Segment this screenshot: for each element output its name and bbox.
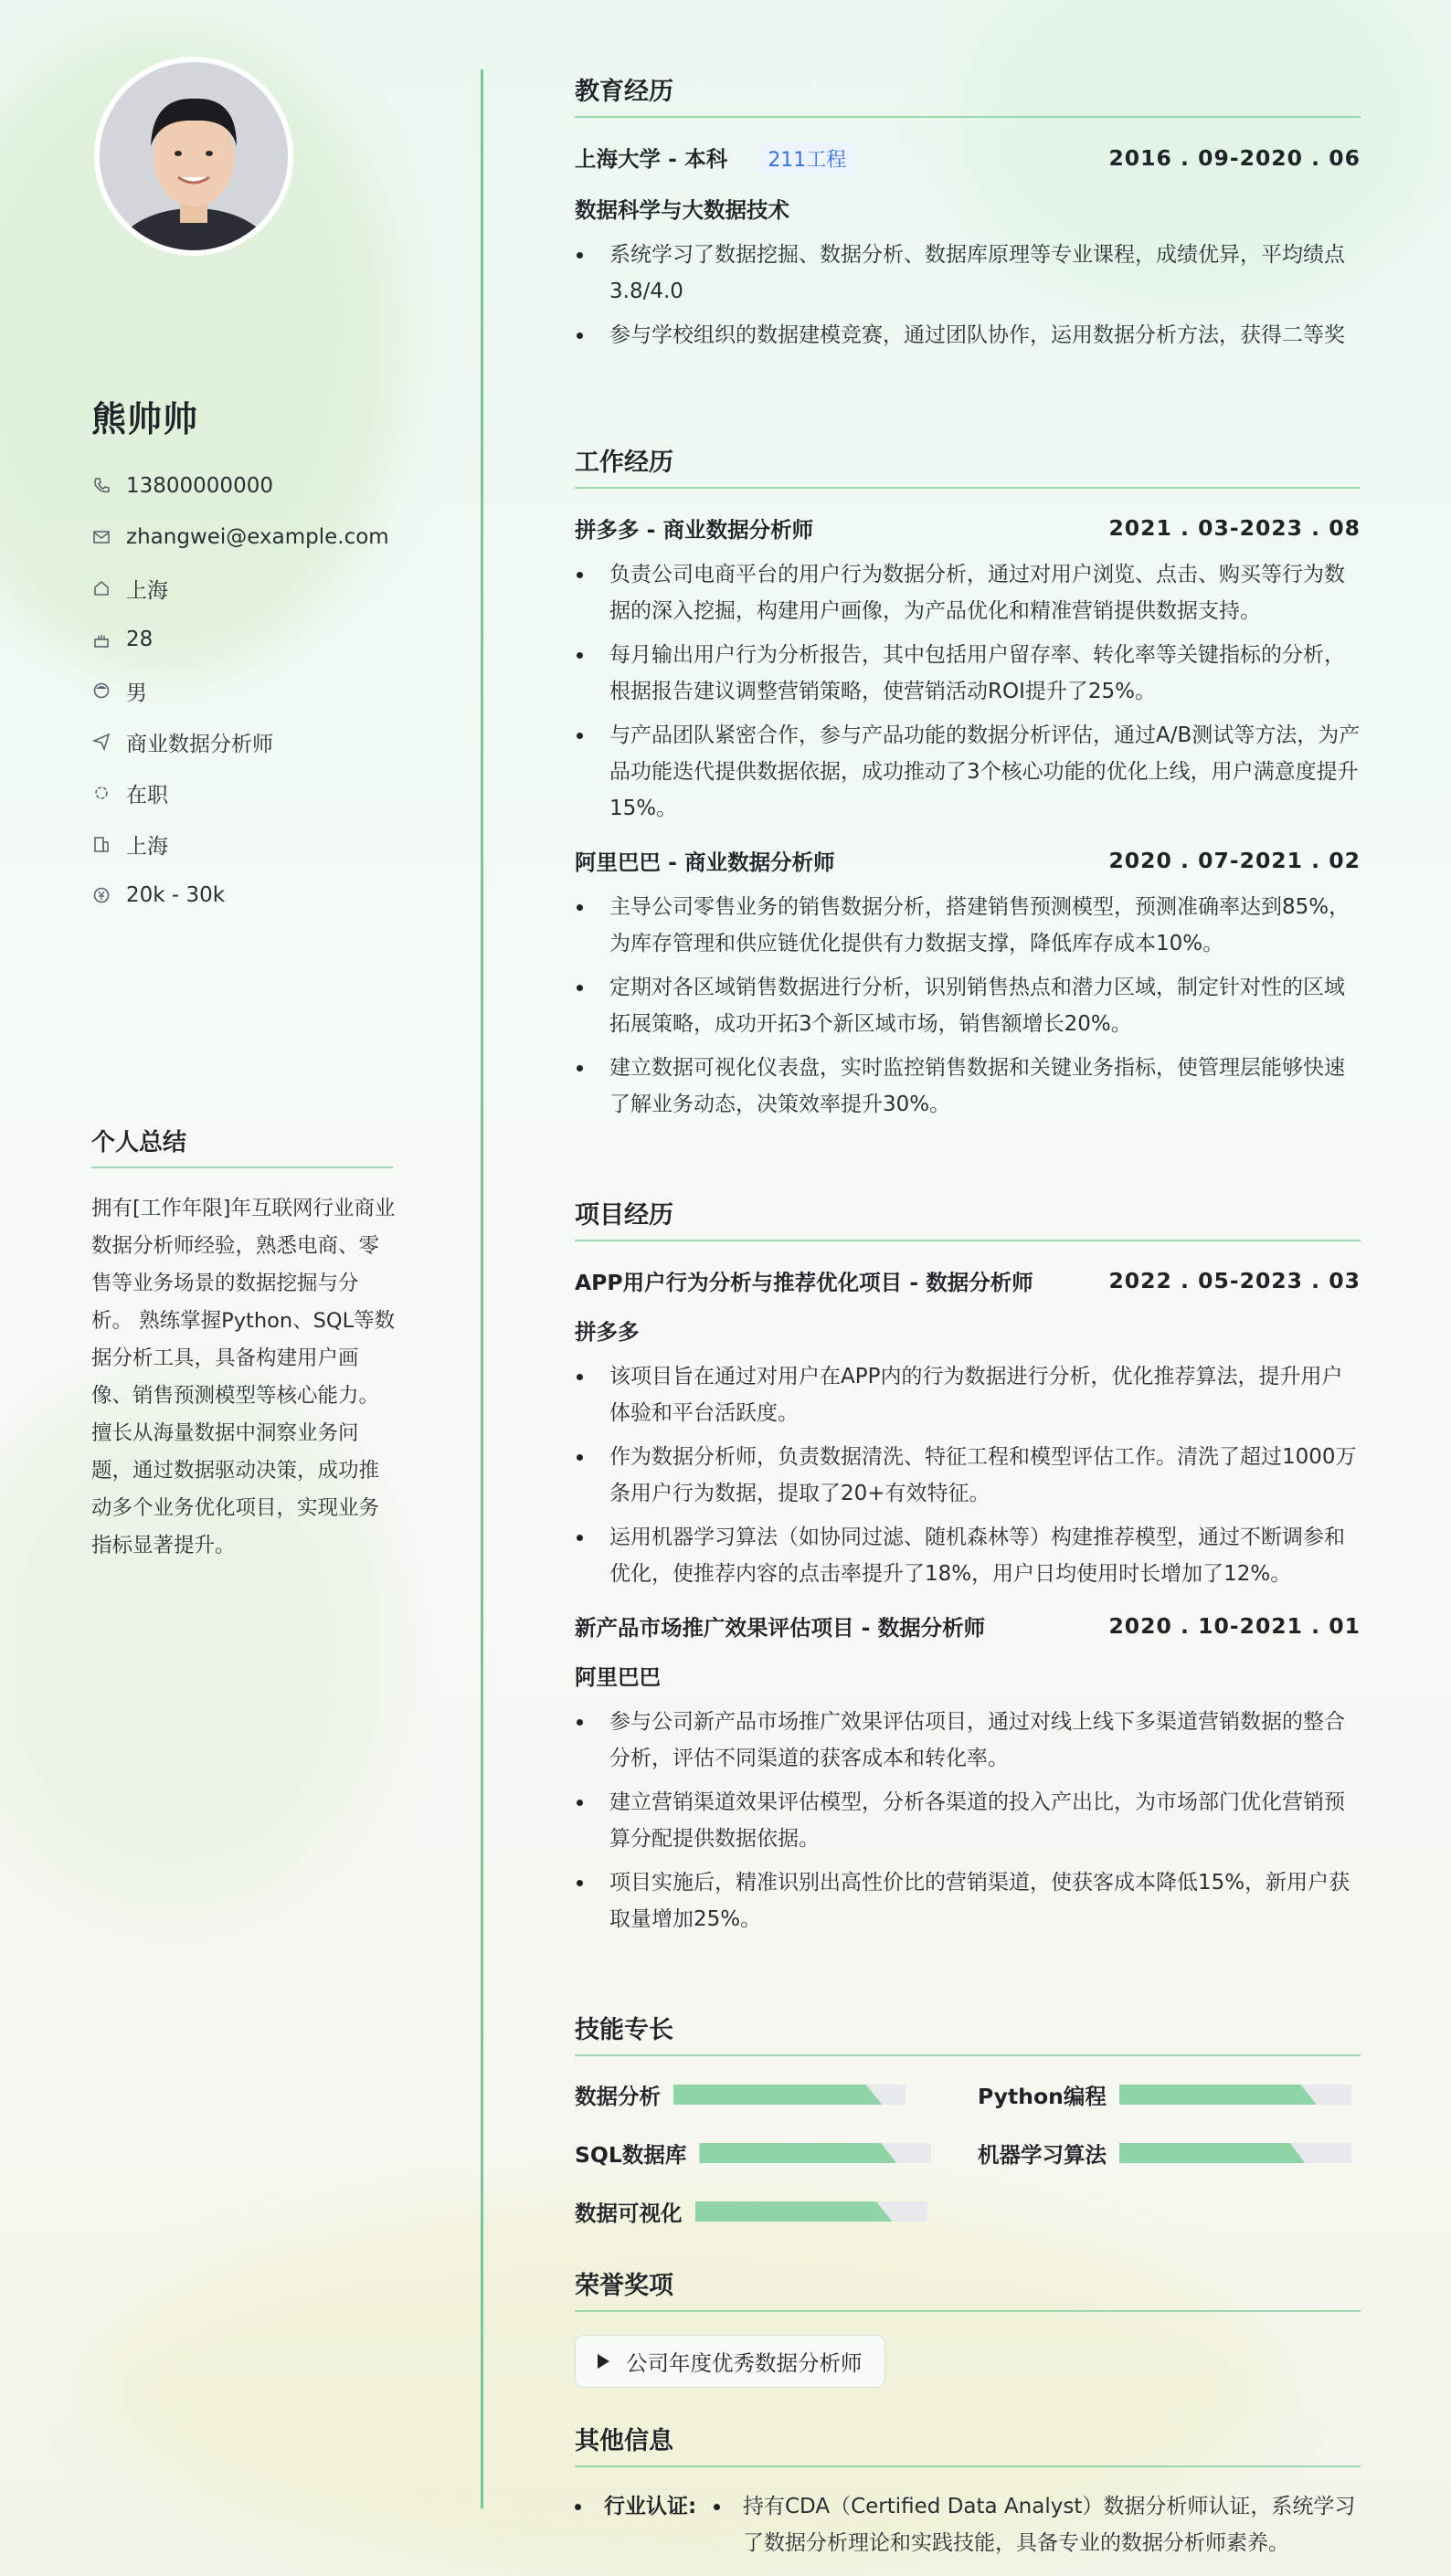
skill-item [978, 2079, 1351, 2110]
salary-icon [91, 885, 111, 905]
status-value: 在职 [126, 783, 168, 808]
project-date: 2022 . 05-2023 . 03 [1108, 1268, 1361, 1293]
list-item: 每月输出用户行为分析报告，其中包括用户留存率、转化率等关键指标的分析，根据报告建议调整营销策略，使营销活动ROI提升了25%。 [575, 637, 1361, 710]
contact-list [91, 460, 389, 921]
job-head [575, 512, 1361, 544]
job-head [575, 845, 1361, 876]
location-value: 上海 [126, 578, 168, 603]
job-date: 2021 . 03-2023 . 08 [1108, 515, 1361, 541]
contact-phone [91, 460, 389, 512]
column-divider [481, 69, 483, 2508]
cake-icon [91, 629, 111, 649]
project-head [575, 1610, 1361, 1642]
education-tag: 211工程 [758, 143, 855, 174]
contact-gender [91, 665, 389, 716]
contact-city [91, 818, 389, 870]
project-title: APP用户行为分析与推荐优化项目 - 数据分析师 [575, 1270, 1033, 1295]
summary-text: 拥有[工作年限]年互联网行业商业数据分析师经验，熟悉电商、零售等业务场景的数据挖掘与分析。 熟练掌握Python、SQL等数据分析工具，具备构建用户画像、销售预测模型等核心能力。 擅长从海量数据中洞察业务问题，通过数据驱动决策，成功推动多个业务优化项目，实现业务指标显著提升。 [91, 1197, 396, 1557]
work-title: 工作经历 [575, 442, 1361, 489]
list-item: 建立数据可视化仪表盘，实时监控销售数据和关键业务指标，使管理层能够快速了解业务动态，决策效率提升30%。 [575, 1050, 1361, 1123]
contact-email [91, 512, 389, 563]
list-item: 与产品团队紧密合作，参与产品功能的数据分析评估，通过A/B测试等方法，为产品功能迭代提供数据依据，成功推动了3个核心功能的优化上线，用户满意度提升15%。 [575, 717, 1361, 827]
skill-bar-fill [695, 2201, 893, 2222]
avatar [94, 57, 293, 256]
gender-value: 男 [126, 681, 147, 705]
job-title: 拼多多 - 商业数据分析师 [575, 517, 814, 543]
list-item: 主导公司零售业务的销售数据分析，搭建销售预测模型，预测准确率达到85%，为库存管理和供应链优化提供有力数据支撑，降低库存成本10%。 [575, 889, 1361, 962]
education-head [575, 142, 1361, 174]
job-bullets [575, 556, 1361, 827]
honors-section [575, 2265, 1361, 2312]
job-bullets [575, 889, 1361, 1123]
skill-name: 机器学习算法 [978, 2142, 1107, 2168]
work-section [575, 442, 1361, 1130]
salary-value: 20k - 30k [126, 883, 226, 907]
skill-name: 数据分析 [575, 2084, 661, 2109]
candidate-name: 熊帅帅 [91, 399, 199, 439]
list-item: 负责公司电商平台的用户行为数据分析，通过对用户浏览、点击、购买等行为数据的深入挖掘，构建用户画像，为产品优化和精准营销提供数据支持。 [575, 556, 1361, 629]
summary-title: 个人总结 [91, 1124, 393, 1168]
skill-name: 数据可视化 [575, 2201, 683, 2226]
project-date: 2020 . 10-2021 . 01 [1108, 1613, 1361, 1639]
phone-icon [91, 476, 111, 496]
projects-title: 项目经历 [575, 1195, 1361, 1241]
position-value: 商业数据分析师 [126, 732, 273, 756]
list-item: 参与公司新产品市场推广效果评估项目，通过对线上线下多渠道营销数据的整合分析，评估不同渠道的获客成本和转化率。 [575, 1704, 1361, 1777]
skill-bar-fill [1119, 2143, 1305, 2163]
honors-title: 荣誉奖项 [575, 2265, 1361, 2312]
education-title: 教育经历 [575, 71, 1361, 118]
skills-section [575, 2010, 1361, 2056]
skill-item [978, 2138, 1351, 2169]
list-item: 运用机器学习算法（如协同过滤、随机森林等）构建推荐模型，通过不断调参和优化，使推荐内容的点击率提升了18%，用户日均使用时长增加了12%。 [575, 1519, 1361, 1592]
other-title: 其他信息 [575, 2421, 1361, 2467]
honor-item[interactable] [575, 2335, 885, 2388]
project-bullets [575, 1704, 1361, 1937]
project-title: 新产品市场推广效果评估项目 - 数据分析师 [575, 1615, 986, 1641]
phone-value: 13800000000 [126, 474, 273, 498]
list-item: 系统学习了数据挖掘、数据分析、数据库原理等专业课程，成绩优异，平均绩点3.8/4.0 [575, 237, 1361, 310]
contact-position [91, 716, 389, 767]
skill-item [575, 2196, 927, 2227]
send-icon [91, 732, 111, 752]
skill-name: Python编程 [978, 2084, 1107, 2109]
skill-bar [699, 2143, 931, 2163]
skill-item [575, 2079, 906, 2110]
home-icon [91, 578, 111, 598]
education-major: 数据科学与大数据技术 [575, 197, 789, 223]
play-icon [598, 2354, 609, 2369]
job-date: 2020 . 07-2021 . 02 [1108, 848, 1361, 873]
other-label: 行业认证: [604, 2495, 697, 2518]
contact-status [91, 767, 389, 818]
education-bullets [575, 237, 1361, 354]
skill-bar [673, 2085, 906, 2105]
skill-bar-fill [673, 2085, 883, 2105]
contact-age [91, 614, 389, 665]
status-icon [91, 783, 111, 803]
contact-location [91, 563, 389, 614]
honor-label: 公司年度优秀数据分析师 [626, 2350, 863, 2376]
project-company: 阿里巴巴 [575, 1664, 661, 1690]
email-value: zhangwei@example.com [126, 525, 389, 549]
project-head [575, 1265, 1361, 1296]
list-item: 参与学校组织的数据建模竞赛，通过团队协作，运用数据分析方法，获得二等奖 [575, 317, 1361, 354]
skills-title: 技能专长 [575, 2010, 1361, 2056]
list-item: 定期对各区域销售数据进行分析，识别销售热点和潜力区域，制定针对性的区域拓展策略，成功开拓3个新区域市场，销售额增长20%。 [575, 969, 1361, 1042]
education-date: 2016 . 09-2020 . 06 [1108, 145, 1361, 171]
skill-bar [1119, 2085, 1351, 2105]
job-title: 阿里巴巴 - 商业数据分析师 [575, 850, 835, 875]
other-text: 持有CDA（Certified Data Analyst）数据分析师认证，系统学习了数据分析理论和实践技能，具备专业的数据分析师素养。 [743, 2495, 1356, 2555]
sidebar [0, 0, 482, 2576]
list-item: 项目实施后，精准识别出高性价比的营销渠道，使获客成本降低15%，新用户获取量增加25%。 [575, 1864, 1361, 1937]
skill-bar [1119, 2143, 1351, 2163]
list-item: 建立营销渠道效果评估模型，分析各渠道的投入产出比，为市场部门优化营销预算分配提供数据依据。 [575, 1784, 1361, 1857]
bullet-dot [575, 2488, 588, 2561]
bullet-dot [714, 2488, 726, 2561]
skill-bar-fill [699, 2143, 896, 2163]
city-value: 上海 [126, 834, 168, 859]
gender-icon [91, 681, 111, 701]
skill-item [575, 2138, 931, 2169]
project-company: 拼多多 [575, 1319, 640, 1345]
skill-bar-fill [1119, 2085, 1317, 2105]
skill-name: SQL数据库 [575, 2142, 687, 2168]
education-section [575, 71, 1361, 361]
list-item: 作为数据分析师，负责数据清洗、特征工程和模型评估工作。清洗了超过1000万条用户行为数据，提取了20+有效特征。 [575, 1439, 1361, 1512]
mail-icon [91, 527, 111, 547]
age-value: 28 [126, 628, 154, 651]
skill-bar [695, 2201, 927, 2222]
list-item: 该项目旨在通过对用户在APP内的行为数据进行分析，优化推荐算法，提升用户体验和平台活跃度。 [575, 1358, 1361, 1431]
other-row [575, 2488, 1361, 2561]
project-bullets [575, 1358, 1361, 1592]
building-icon [91, 834, 111, 854]
education-school: 上海大学 - 本科 [575, 146, 728, 172]
education-school-wrap [575, 142, 855, 174]
other-section [575, 2421, 1361, 2467]
contact-salary [91, 870, 389, 921]
projects-section [575, 1195, 1361, 1945]
